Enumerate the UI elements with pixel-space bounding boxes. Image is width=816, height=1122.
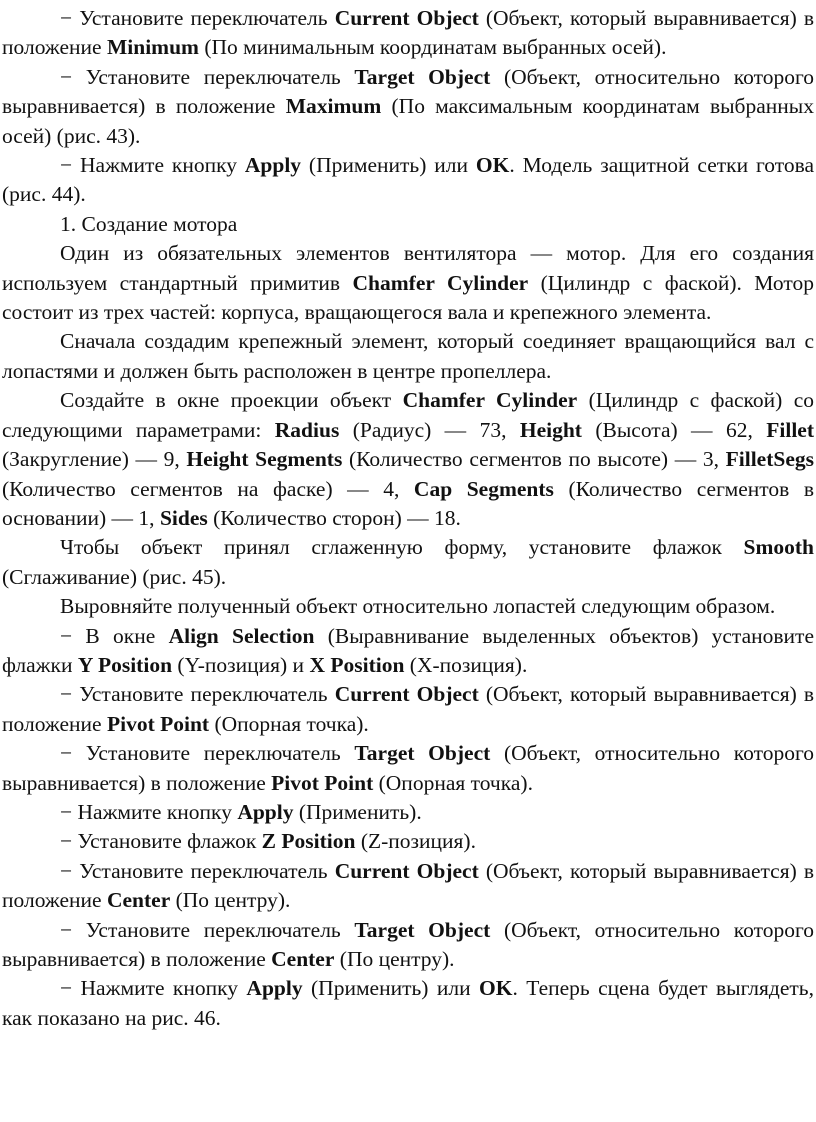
bold-term: Fillet — [766, 417, 814, 442]
bold-term: Target Object — [354, 741, 491, 766]
bold-term: Sides — [159, 505, 208, 530]
bold-term: Maximum — [285, 94, 382, 119]
text-run: (Выравнивание выделенных объектов) установите флажки — [2, 623, 814, 677]
bold-term: Current Object — [334, 682, 479, 707]
text-run: (Количество сегментов на фаске) — 4, — [2, 476, 414, 501]
text-run: − Установите флажок — [60, 829, 262, 854]
paragraph — [2, 4, 814, 63]
bold-term: Pivot Point — [106, 711, 210, 736]
text-run: (Опорная точка). — [209, 711, 369, 736]
text-run: − Нажмите кнопку — [60, 153, 245, 178]
text-run: 1. Создание мотора — [60, 211, 238, 236]
text-run: (Объект, относительно которого выравнивается) в положение — [2, 741, 814, 795]
text-run: (Применить). — [293, 799, 422, 824]
bold-term: Align Selection — [168, 623, 315, 648]
text-run: − Установите переключатель — [60, 858, 335, 883]
text-run: (Объект, относительно которого выравнивается) в положение — [2, 64, 814, 119]
bold-term: Y Position — [77, 652, 173, 677]
bold-term: Height — [519, 417, 582, 442]
text-run: (Высота) — 62, — [581, 417, 767, 442]
paragraph — [2, 680, 814, 739]
text-run: Один из обязательных элементов вентилятора — мотор. Для его создания используем стандартный примитив — [2, 241, 814, 295]
text-run: − В окне — [60, 623, 169, 648]
paragraph — [2, 974, 814, 1033]
paragraph — [2, 533, 814, 592]
text-run: (По центру). — [334, 947, 455, 971]
text-run: − Нажмите кнопку — [60, 976, 247, 1001]
text-run: − Нажмите кнопку — [60, 799, 238, 824]
bold-term: Height Segments — [186, 447, 343, 472]
paragraph — [2, 798, 814, 827]
text-run: (Y-позиция) и — [172, 652, 310, 677]
text-run: (Сглаживание) (рис. 45). — [2, 564, 227, 589]
bold-term: Center — [271, 947, 335, 971]
paragraph — [2, 622, 814, 681]
bold-term: Radius — [274, 417, 340, 442]
text-run: (X-позиция). — [404, 652, 528, 677]
text-run: (По центру). — [170, 888, 291, 913]
text-run: − Установите переключатель — [60, 917, 355, 942]
text-run: (Z-позиция). — [355, 829, 476, 854]
text-run: (Опорная точка). — [373, 770, 533, 795]
text-run: (По максимальным координатам выбранных осей) (рис. 43). — [2, 94, 814, 148]
paragraph — [2, 63, 814, 151]
text-run: (Закругление) — 9, — [2, 447, 187, 472]
text-run: (Количество сегментов в основании) — 1, — [2, 476, 814, 530]
text-run: (По минимальным координатам выбранных осей). — [198, 35, 667, 60]
bold-term: Current Object — [334, 858, 479, 883]
paragraph — [2, 739, 814, 798]
bold-term: Current Object — [334, 6, 479, 30]
paragraph — [2, 386, 814, 533]
text-run: − Установите переключатель — [60, 741, 355, 766]
bold-term: Target Object — [354, 917, 491, 942]
bold-term: OK — [475, 153, 510, 178]
paragraph — [2, 857, 814, 916]
text-run: Сначала создадим крепежный элемент, который соединяет вращающийся вал с лопастями и должен быть расположен в центре пропеллера. — [2, 329, 814, 383]
bold-term: Apply — [246, 976, 303, 1001]
paragraph — [2, 327, 814, 386]
paragraph — [2, 151, 814, 210]
bold-term: Target Object — [354, 64, 491, 89]
text-run: . Модель защитной сетки готова (рис. 44). — [2, 153, 815, 207]
text-run: Выровняйте полученный объект относительно лопастей следующим образом. — [60, 594, 776, 619]
bold-term: Minimum — [106, 35, 199, 60]
text-run: − Установите переключатель — [60, 6, 335, 30]
text-run: (Радиус) — 73, — [339, 417, 520, 442]
bold-term: Smooth — [743, 535, 814, 560]
paragraph — [2, 827, 814, 856]
text-run: (Применить) или — [302, 976, 480, 1001]
text-run: (Применить) или — [301, 153, 476, 178]
bold-term: Center — [106, 888, 171, 913]
bold-term: Chamfer Cylinder — [352, 270, 529, 295]
paragraph — [2, 592, 814, 621]
text-run: (Объект, относительно которого выравнивается) в положение — [2, 917, 814, 971]
text-run: . Теперь сцена будет выглядеть, как показано на рис. 46. — [2, 976, 814, 1030]
bold-term: Z Position — [261, 829, 356, 854]
text-run: (Количество сторон) — 18. — [207, 505, 461, 530]
text-run: (Объект, который выравнивается) в положение — [2, 6, 814, 60]
paragraph — [2, 916, 814, 975]
bold-term: OK — [479, 976, 513, 1001]
bold-term: Apply — [244, 153, 302, 178]
text-run: − Установите переключатель — [60, 64, 355, 89]
text-run: (Количество сегментов по высоте) — 3, — [342, 447, 726, 472]
text-run: (Объект, который выравнивается) в положение — [2, 858, 814, 913]
text-run: (Объект, который выравнивается) в положение — [2, 682, 814, 736]
bold-term: Chamfer Cylinder — [402, 388, 578, 413]
text-run: Чтобы объект принял сглаженную форму, установите флажок — [60, 535, 744, 560]
bold-term: Cap Segments — [413, 476, 554, 501]
bold-term: X Position — [309, 652, 405, 677]
bold-term: FilletSegs — [725, 447, 814, 472]
paragraph — [2, 239, 814, 327]
bold-term: Pivot Point — [271, 770, 374, 795]
text-run: (Цилиндр с фаской). Мотор состоит из трех частей: корпуса, вращающегося вала и крепежного элемента. — [2, 270, 814, 325]
text-run: (Цилиндр с фаской) со следующими параметрами: — [2, 388, 814, 442]
text-run: Создайте в окне проекции объект — [60, 388, 403, 413]
text-run: − Установите переключатель — [60, 682, 335, 707]
bold-term: Apply — [237, 799, 294, 824]
section-heading — [2, 210, 814, 239]
